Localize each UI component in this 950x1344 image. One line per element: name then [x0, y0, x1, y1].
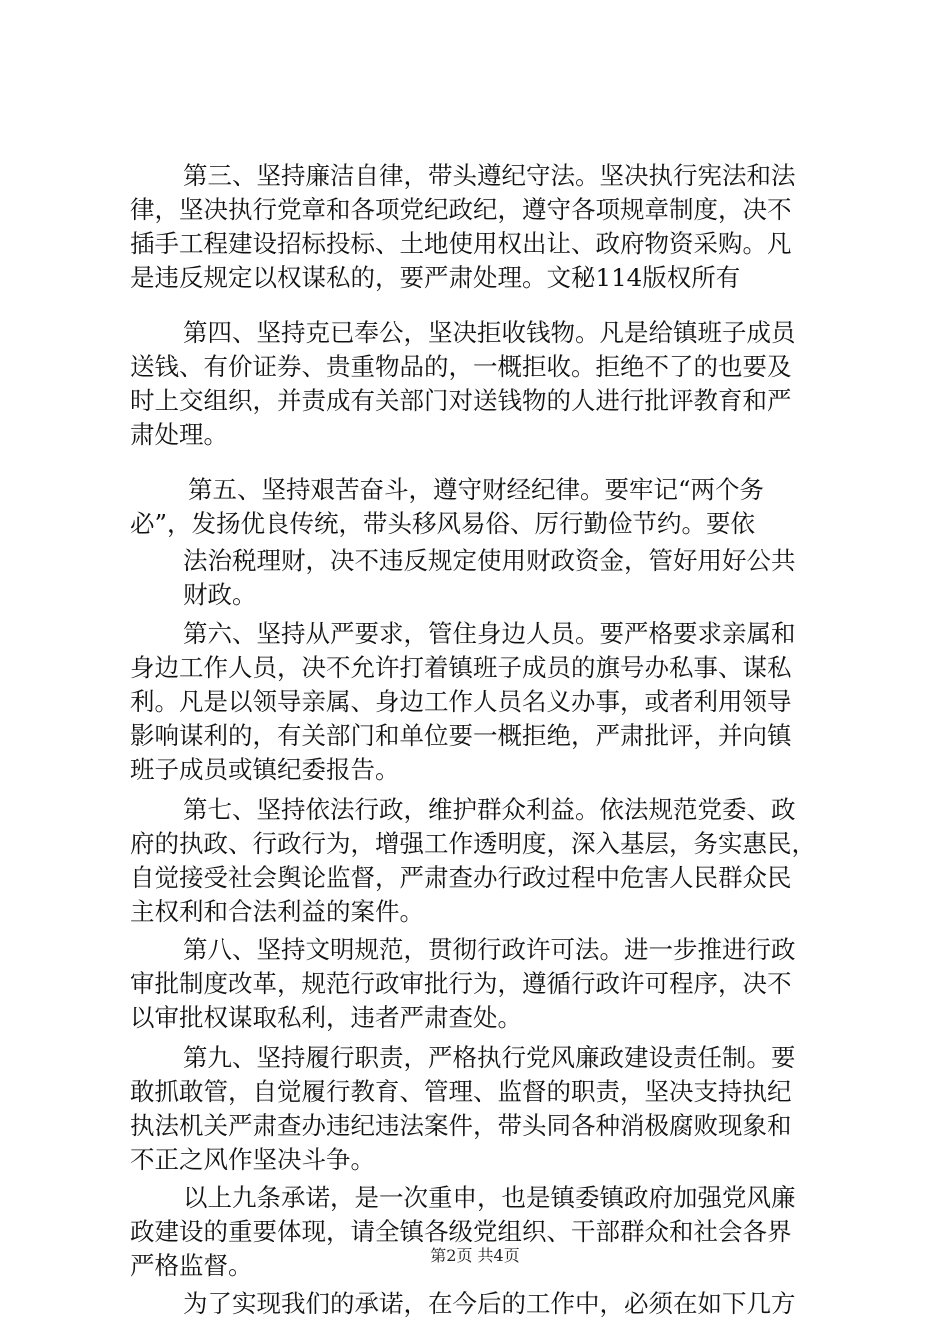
- text-line: 第八、坚持文明规范，贯彻行政许可法。进一步推进行政: [183, 935, 796, 964]
- text-line: 为了实现我们的承诺，在今后的工作中，必须在如下几方: [183, 1289, 796, 1318]
- text-line: 时上交组织，并责成有关部门对送钱物的人进行批评教育和严: [130, 386, 792, 415]
- text-line: 影响谋利的，有关部门和单位要一概拒绝，严肃批评，并向镇: [130, 721, 792, 750]
- text-line: 财政。: [183, 580, 257, 609]
- text-line: 政建设的重要体现，请全镇各级党组织、干部群众和社会各界: [130, 1217, 792, 1246]
- text-line: 插手工程建设招标投标、土地使用权出让、政府物资采购。凡: [130, 229, 792, 258]
- text-line: 敢抓敢管，自觉履行教育、管理、监督的职责，坚决支持执纪: [130, 1077, 792, 1106]
- text-line: 第九、坚持履行职责，严格执行党风廉政建设责任制。要: [183, 1043, 796, 1072]
- text-line: 以上九条承诺，是一次重申，也是镇委镇政府加强党风廉: [183, 1183, 796, 1212]
- text-line: 审批制度改革，规范行政审批行为，遵循行政许可程序，决不: [130, 969, 792, 998]
- text-line: 第七、坚持依法行政，维护群众利益。依法规范党委、政: [183, 795, 796, 824]
- text-line: 第四、坚持克已奉公，坚决拒收钱物。凡是给镇班子成员: [183, 318, 796, 347]
- page-footer: 第2页 共4页: [430, 1246, 520, 1265]
- text-line: 送钱、有价证券、贵重物品的，一概拒收。拒绝不了的也要及: [130, 352, 792, 381]
- text-line: 是违反规定以权谋私的，要严肃处理。文秘114版权所有: [130, 263, 741, 292]
- text-line: 利。凡是以领导亲属、身边工作人员名义办事，或者利用领导: [130, 687, 792, 716]
- text-line: 不正之风作坚决斗争。: [130, 1145, 375, 1174]
- text-line: 执法机关严肃查办违纪违法案件，带头同各种消极腐败现象和: [130, 1111, 792, 1140]
- text-line: 第六、坚持从严要求，管住身边人员。要严格要求亲属和: [183, 619, 796, 648]
- text-line: 班子成员或镇纪委报告。: [130, 755, 400, 784]
- text-line: 严格监督。: [130, 1251, 253, 1280]
- text-line: 肃处理。: [130, 420, 228, 449]
- text-line: 自觉接受社会舆论监督，严肃查办行政过程中危害人民群众民: [130, 863, 792, 892]
- text-line: 律，坚决执行党章和各项党纪政纪，遵守各项规章制度，决不: [130, 195, 792, 224]
- text-line: 府的执政、行政行为，增强工作透明度，深入基层，务实惠民，: [130, 829, 816, 858]
- text-line: 身边工作人员，决不允许打着镇班子成员的旗号办私事、谋私: [130, 653, 792, 682]
- text-line: 必”，发扬优良传统，带头移风易俗、厉行勤俭节约。要依: [130, 509, 756, 538]
- text-line: 主权利和合法利益的案件。: [130, 897, 424, 926]
- text-line: 以审批权谋取私利，违者严肃查处。: [130, 1003, 522, 1032]
- text-line: 第五、坚持艰苦奋斗，遵守财经纪律。要牢记“两个务: [188, 475, 765, 504]
- text-line: 第三、坚持廉洁自律，带头遵纪守法。坚决执行宪法和法: [183, 161, 796, 190]
- text-line: 法治税理财，决不违反规定使用财政资金，管好用好公共: [183, 546, 796, 575]
